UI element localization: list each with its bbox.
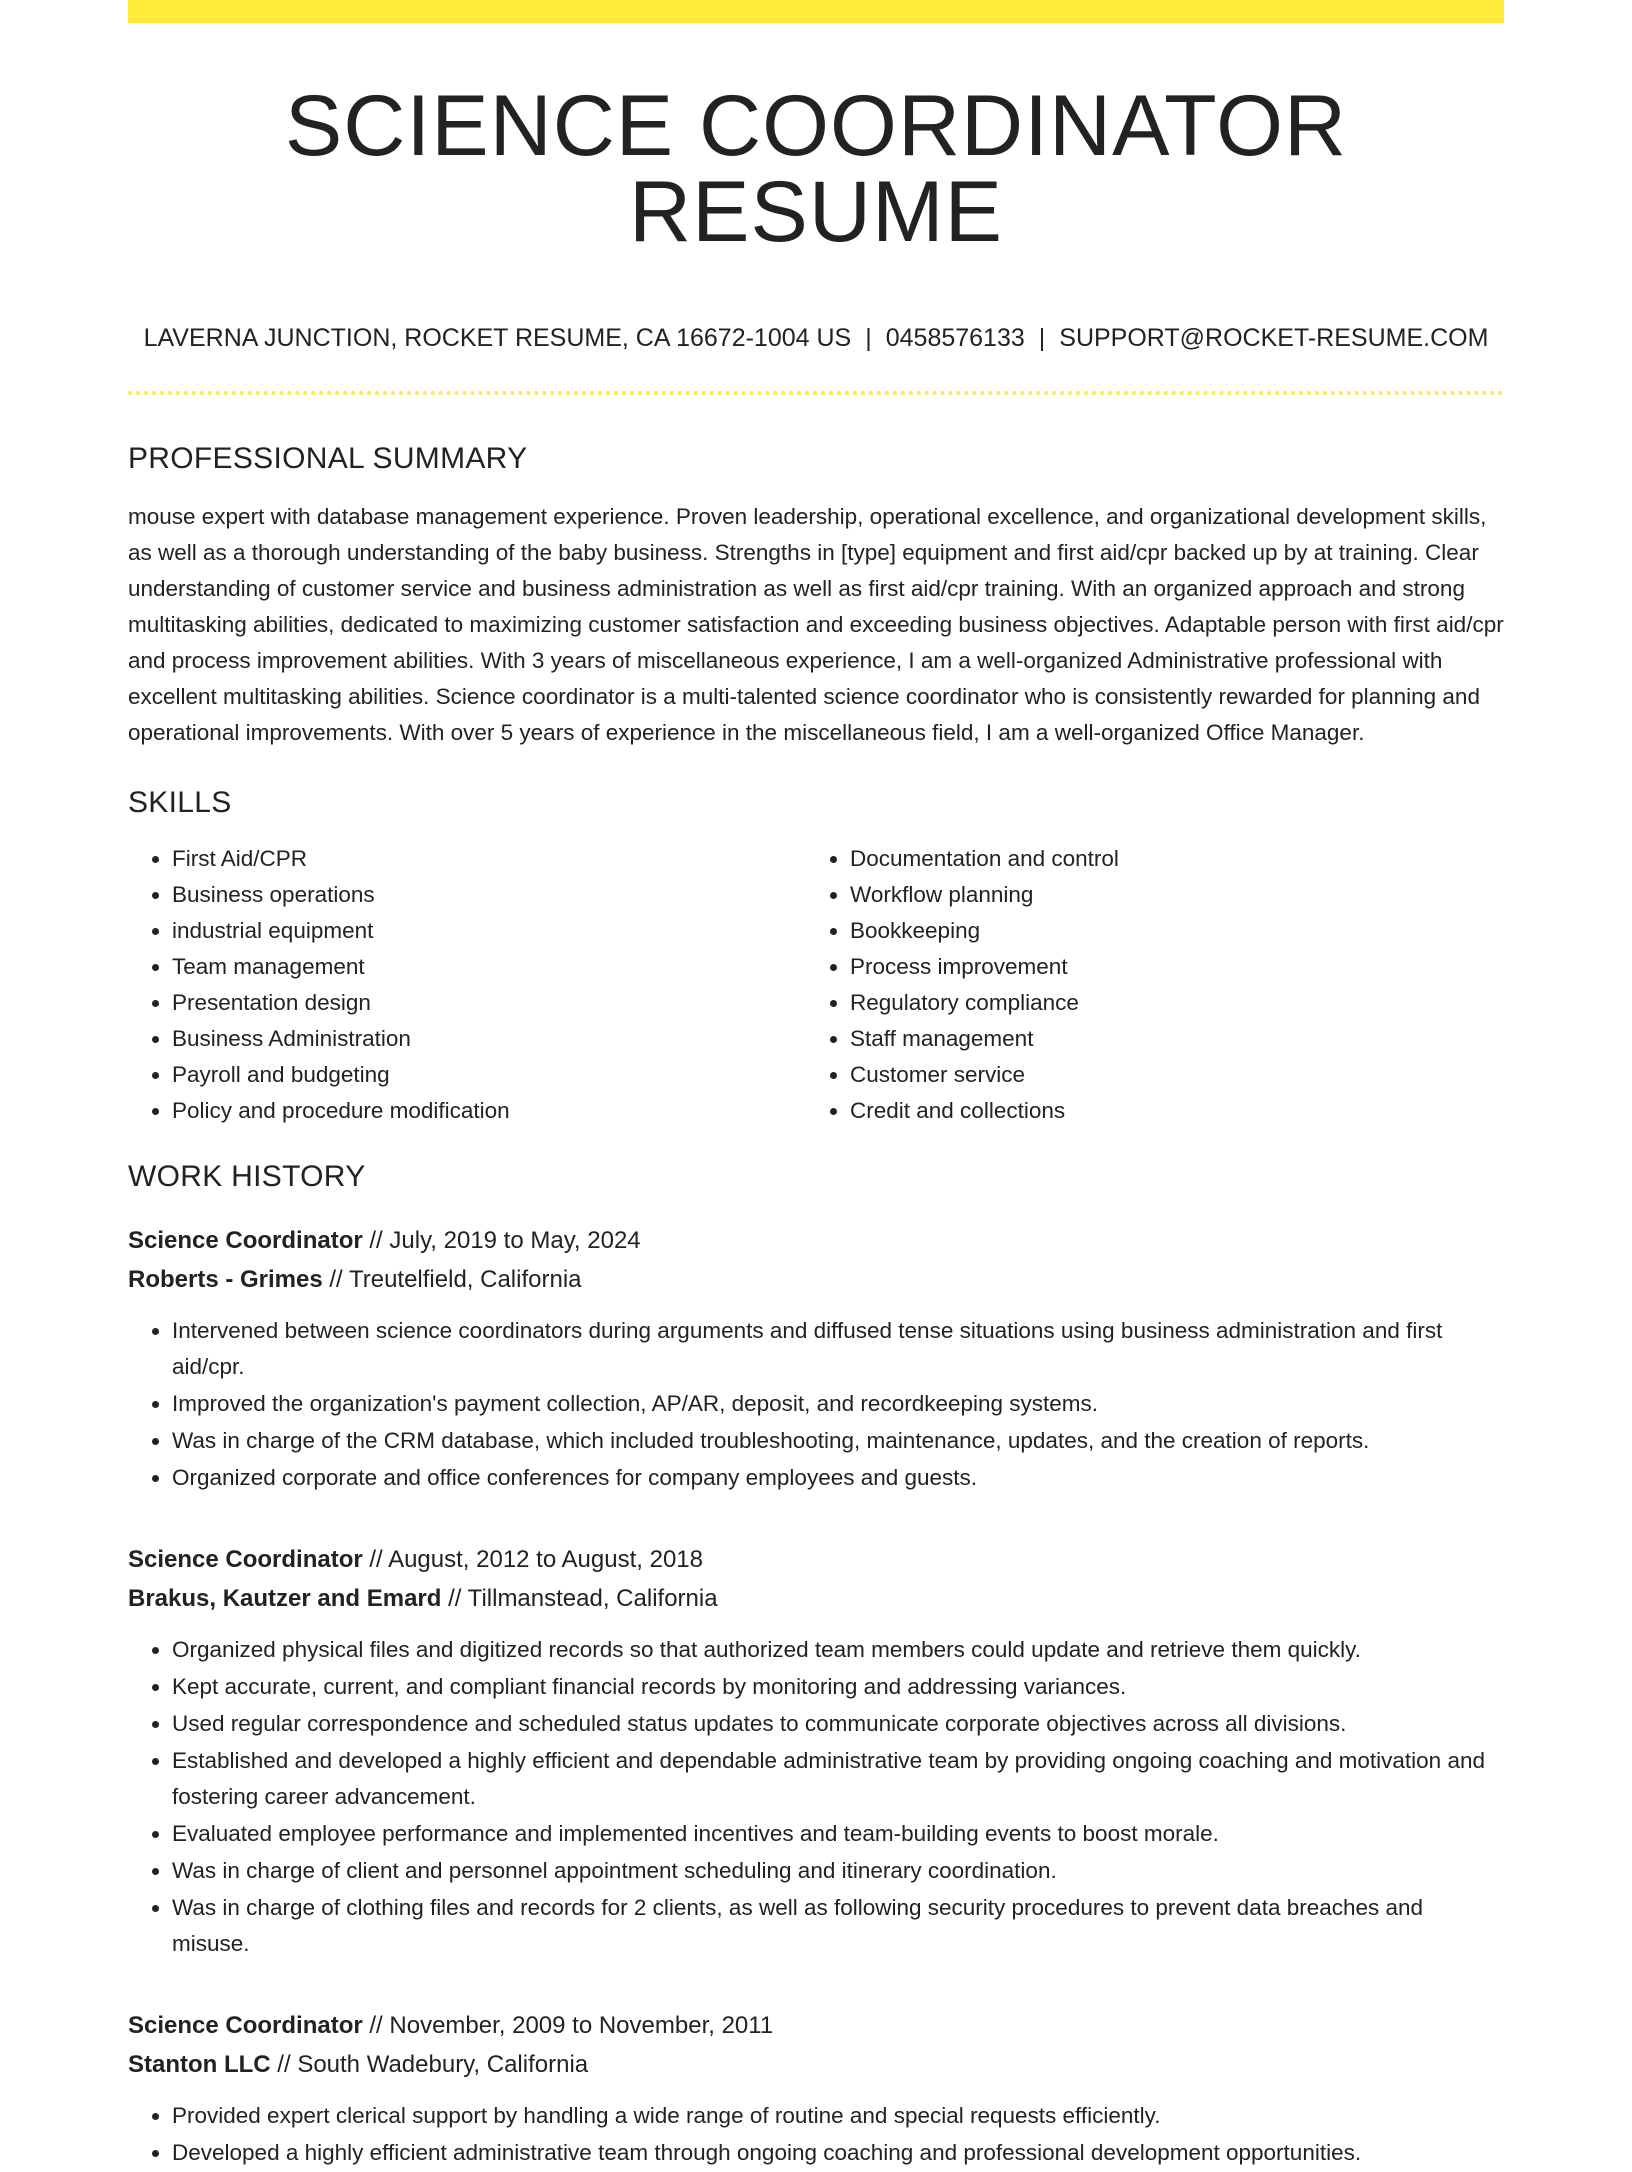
job-bullet: • Was in charge of client and personnel appointment scheduling and itinerary coordination. <box>172 1853 1504 1889</box>
job-bullet: • Evaluated employee performance and implemented incentives and team-building events to boost morale. <box>172 1816 1504 1852</box>
skills-column-left <box>128 841 806 1129</box>
job-bullet: • Provided expert clerical support by handling a wide range of routine and special requests efficiently. <box>172 2098 1504 2134</box>
job-bullet: • Kept accurate, current, and compliant financial records by monitoring and addressing variances. <box>172 1669 1504 1705</box>
job-dates: // August, 2012 to August, 2018 <box>362 1546 703 1573</box>
job-bullet: • Developed a highly efficient administrative team through ongoing coaching and professional development opportunities. <box>172 2135 1504 2171</box>
skill-item: • Credit and collections <box>850 1093 1484 1129</box>
job-bullets <box>128 2098 1504 2171</box>
job-bullet: • Organized corporate and office conferences for company employees and guests. <box>172 1460 1504 1496</box>
skill-item: • Payroll and budgeting <box>172 1057 806 1093</box>
accent-bar <box>128 0 1504 23</box>
contact-phone: 0458576133 <box>885 324 1025 352</box>
skill-item: • Business Administration <box>172 1021 806 1057</box>
job-company-line <box>128 1579 1504 1618</box>
skill-item: • Bookkeeping <box>850 913 1484 949</box>
skill-item: • First Aid/CPR <box>172 841 806 877</box>
contact-line <box>128 323 1504 353</box>
job-title-line <box>128 1221 1504 1260</box>
job-location: // South Wadebury, California <box>270 2051 589 2078</box>
skill-item: • Presentation design <box>172 985 806 1021</box>
skill-item: • Staff management <box>850 1021 1484 1057</box>
skill-item: • Policy and procedure modification <box>172 1093 806 1129</box>
job-company: Brakus, Kautzer and Emard <box>128 1585 442 1612</box>
job-entry <box>128 2006 1504 2171</box>
skill-item: • Workflow planning <box>850 877 1484 913</box>
job-company: Stanton LLC <box>128 2051 271 2078</box>
skill-item: • Customer service <box>850 1057 1484 1093</box>
skill-item: • Documentation and control <box>850 841 1484 877</box>
contact-separator: | <box>1038 324 1046 352</box>
contact-email: SUPPORT@ROCKET-RESUME.COM <box>1059 324 1489 352</box>
job-entry <box>128 1540 1504 1962</box>
job-bullet: • Used regular correspondence and scheduled status updates to communicate corporate objectives across all divisions. <box>172 1706 1504 1742</box>
skill-item: • Process improvement <box>850 949 1484 985</box>
dotted-divider <box>128 391 1504 395</box>
summary-text: mouse expert with database management experience. Proven leadership, operational excellence, and organizational development skills, as well as a thorough understanding of the baby business. Strengths in [type] equipment and first aid/cpr backed up by at training. Clear understanding of customer service and business administration as well as first aid/cpr training. With an organized approach and strong multitasking abilities, dedicated to maximizing customer satisfaction and exceeding business objectives. Adaptable person with first aid/cpr and process improvement abilities. With 3 years of miscellaneous experience, I am a well-organized Administrative professional with excellent multitasking abilities. Science coordinator is a multi-talented science coordinator who is consistently rewarded for planning and operational improvements. With over 5 years of experience in the miscellaneous field, I am a well-organized Office Manager. <box>128 504 1504 745</box>
job-company: Roberts - Grimes <box>128 1266 323 1293</box>
skills-column-right <box>806 841 1484 1129</box>
resume-page <box>128 0 1504 2172</box>
job-title: Science Coordinator <box>128 1227 363 1254</box>
skill-item: • industrial equipment <box>172 913 806 949</box>
job-title: Science Coordinator <box>128 2012 363 2039</box>
skills-heading: SKILLS <box>128 786 232 819</box>
job-bullets <box>128 1313 1504 1496</box>
skill-item: • Business operations <box>172 877 806 913</box>
job-bullet: • Improved the organization's payment collection, AP/AR, deposit, and recordkeeping systems. <box>172 1386 1504 1422</box>
job-location: // Tillmanstead, California <box>441 1585 718 1612</box>
summary-heading: PROFESSIONAL SUMMARY <box>128 442 528 475</box>
skill-item: • Regulatory compliance <box>850 985 1484 1021</box>
work-history-heading: WORK HISTORY <box>128 1160 366 1193</box>
skills-list <box>128 841 1504 1129</box>
job-company-line <box>128 1260 1504 1299</box>
job-dates: // November, 2009 to November, 2011 <box>362 2012 774 2039</box>
page-title: SCIENCE COORDINATOR RESUME <box>284 78 1348 260</box>
job-bullet: • Established and developed a highly efficient and dependable administrative team by providing ongoing coaching and motivation and fostering career advancement. <box>172 1743 1504 1815</box>
contact-address: LAVERNA JUNCTION, ROCKET RESUME, CA 16672-1004 US <box>143 324 852 352</box>
job-bullet: • Intervened between science coordinators during arguments and diffused tense situations using business administration and first aid/cpr. <box>172 1313 1504 1385</box>
job-title-line <box>128 2006 1504 2045</box>
job-bullets <box>128 1632 1504 1962</box>
job-bullet: • Organized physical files and digitized records so that authorized team members could update and retrieve them quickly. <box>172 1632 1504 1668</box>
job-location: // Treutelfield, California <box>322 1266 582 1293</box>
job-bullet: • Was in charge of the CRM database, which included troubleshooting, maintenance, updates, and the creation of reports. <box>172 1423 1504 1459</box>
job-title: Science Coordinator <box>128 1546 363 1573</box>
contact-separator: | <box>865 324 872 352</box>
job-bullet: • Was in charge of clothing files and records for 2 clients, as well as following security procedures to prevent data breaches and misuse. <box>172 1890 1504 1962</box>
job-company-line <box>128 2045 1504 2084</box>
job-dates: // July, 2019 to May, 2024 <box>362 1227 641 1254</box>
skill-item: • Team management <box>172 949 806 985</box>
job-title-line <box>128 1540 1504 1579</box>
job-entry <box>128 1221 1504 1496</box>
